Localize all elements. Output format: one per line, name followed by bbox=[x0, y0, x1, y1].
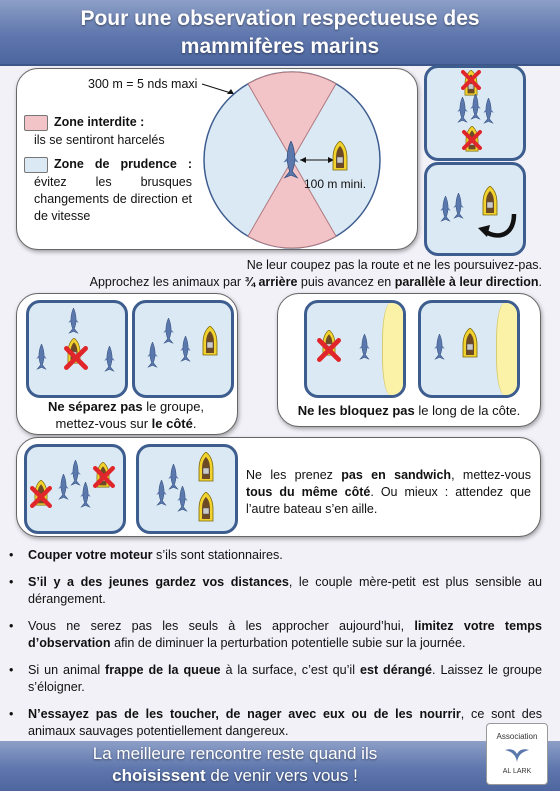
cross-icon bbox=[317, 338, 341, 362]
page-title-line2: mammifères marins bbox=[180, 35, 380, 58]
dolphin-icon bbox=[180, 336, 191, 362]
dolphin-icon bbox=[440, 196, 451, 222]
caution-text: évitez les brusques changements de direction et de vitesse bbox=[34, 175, 192, 223]
forbidden-title: Zone interdite : bbox=[54, 115, 145, 129]
advice-list bbox=[24, 547, 542, 750]
dolphin-icon bbox=[163, 318, 174, 344]
forbidden-swatch bbox=[24, 115, 48, 131]
approach-line2: Approchez les animaux par ¾ arrière puis avancez en parallèle à leur direction. bbox=[89, 275, 542, 289]
dolphin-icon bbox=[359, 334, 370, 360]
cross-icon bbox=[30, 486, 52, 508]
dolphin-icon bbox=[453, 193, 464, 219]
beach bbox=[382, 303, 403, 395]
curved-arrow-icon bbox=[470, 212, 520, 242]
cross-icon bbox=[93, 466, 115, 488]
footer-line1: La meilleure rencontre reste quand ils bbox=[92, 744, 378, 763]
dolphin-icon bbox=[483, 98, 494, 124]
boat-icon bbox=[332, 141, 348, 171]
list-item: • Couper votre moteur s’ils sont stationnaires. bbox=[24, 547, 542, 564]
boat-icon bbox=[198, 492, 214, 522]
boat-icon bbox=[462, 328, 478, 358]
forbidden-text: ils se sentiront harcelés bbox=[34, 133, 165, 147]
dolphin-icon bbox=[470, 94, 481, 120]
header-banner bbox=[0, 0, 560, 66]
dolphin-icon bbox=[58, 474, 69, 500]
dolphin-icon bbox=[457, 97, 468, 123]
cross-icon bbox=[462, 130, 482, 150]
list-item: • Si un animal frappe de la queue à la surface, c’est qu’il est dérangé. Laissez le groupe s’éloigner. bbox=[24, 662, 542, 696]
dolphin-icon bbox=[156, 480, 167, 506]
dolphin-icon bbox=[104, 346, 115, 372]
min-distance-label: 100 m mini. bbox=[304, 177, 367, 191]
boat-icon bbox=[202, 326, 218, 356]
group-caption: Ne séparez pas le groupe, mettez-vous sur le côté. bbox=[47, 399, 205, 431]
dolphin-icon bbox=[177, 486, 188, 512]
caution-swatch bbox=[24, 157, 48, 173]
footer-banner bbox=[0, 741, 560, 791]
whale-tail-icon bbox=[503, 744, 531, 764]
caution-title: Zone de prudence : bbox=[54, 157, 192, 171]
dolphin-icon bbox=[147, 342, 158, 368]
beach bbox=[496, 303, 517, 395]
coast-caption: Ne les bloquez pas le long de la côte. bbox=[297, 403, 521, 418]
approach-line1: Ne leur coupez pas la route et ne les poursuivez-pas. bbox=[246, 258, 542, 272]
association-logo: Association AL LARK bbox=[486, 723, 548, 785]
dolphin-icon bbox=[68, 308, 79, 334]
dolphin-icon bbox=[36, 344, 47, 370]
list-item: • Vous ne serez pas les seuls à les approcher aujourd’hui, limitez votre temps d’observation afin de diminuer la perturbation potentielle subie sur la journée. bbox=[24, 618, 542, 652]
footer-line2: choisissent de venir vers vous ! bbox=[112, 766, 358, 785]
cross-icon bbox=[461, 70, 481, 90]
list-item: • S’il y a des jeunes gardez vos distances, le couple mère-petit est plus sensible au dérangement. bbox=[24, 574, 542, 608]
cross-icon bbox=[64, 346, 88, 370]
list-item: • N’essayez pas de les toucher, de nager avec eux ou de les nourrir, ce sont des animaux sauvages potentiellement dangereux. bbox=[24, 706, 542, 740]
page-title-line1: Pour une observation respectueuse des bbox=[80, 7, 480, 30]
dolphin-icon bbox=[80, 482, 91, 508]
dolphin-icon bbox=[434, 334, 445, 360]
dolphin-icon bbox=[283, 141, 299, 179]
sandwich-text: Ne les prenez pas en sandwich, mettez-vous tous du même côté. Ou mieux : attendez que l’autre bateau s’en aille. bbox=[246, 468, 531, 516]
boat-icon bbox=[198, 452, 214, 482]
distance-label: 300 m = 5 nds maxi bbox=[88, 77, 198, 91]
